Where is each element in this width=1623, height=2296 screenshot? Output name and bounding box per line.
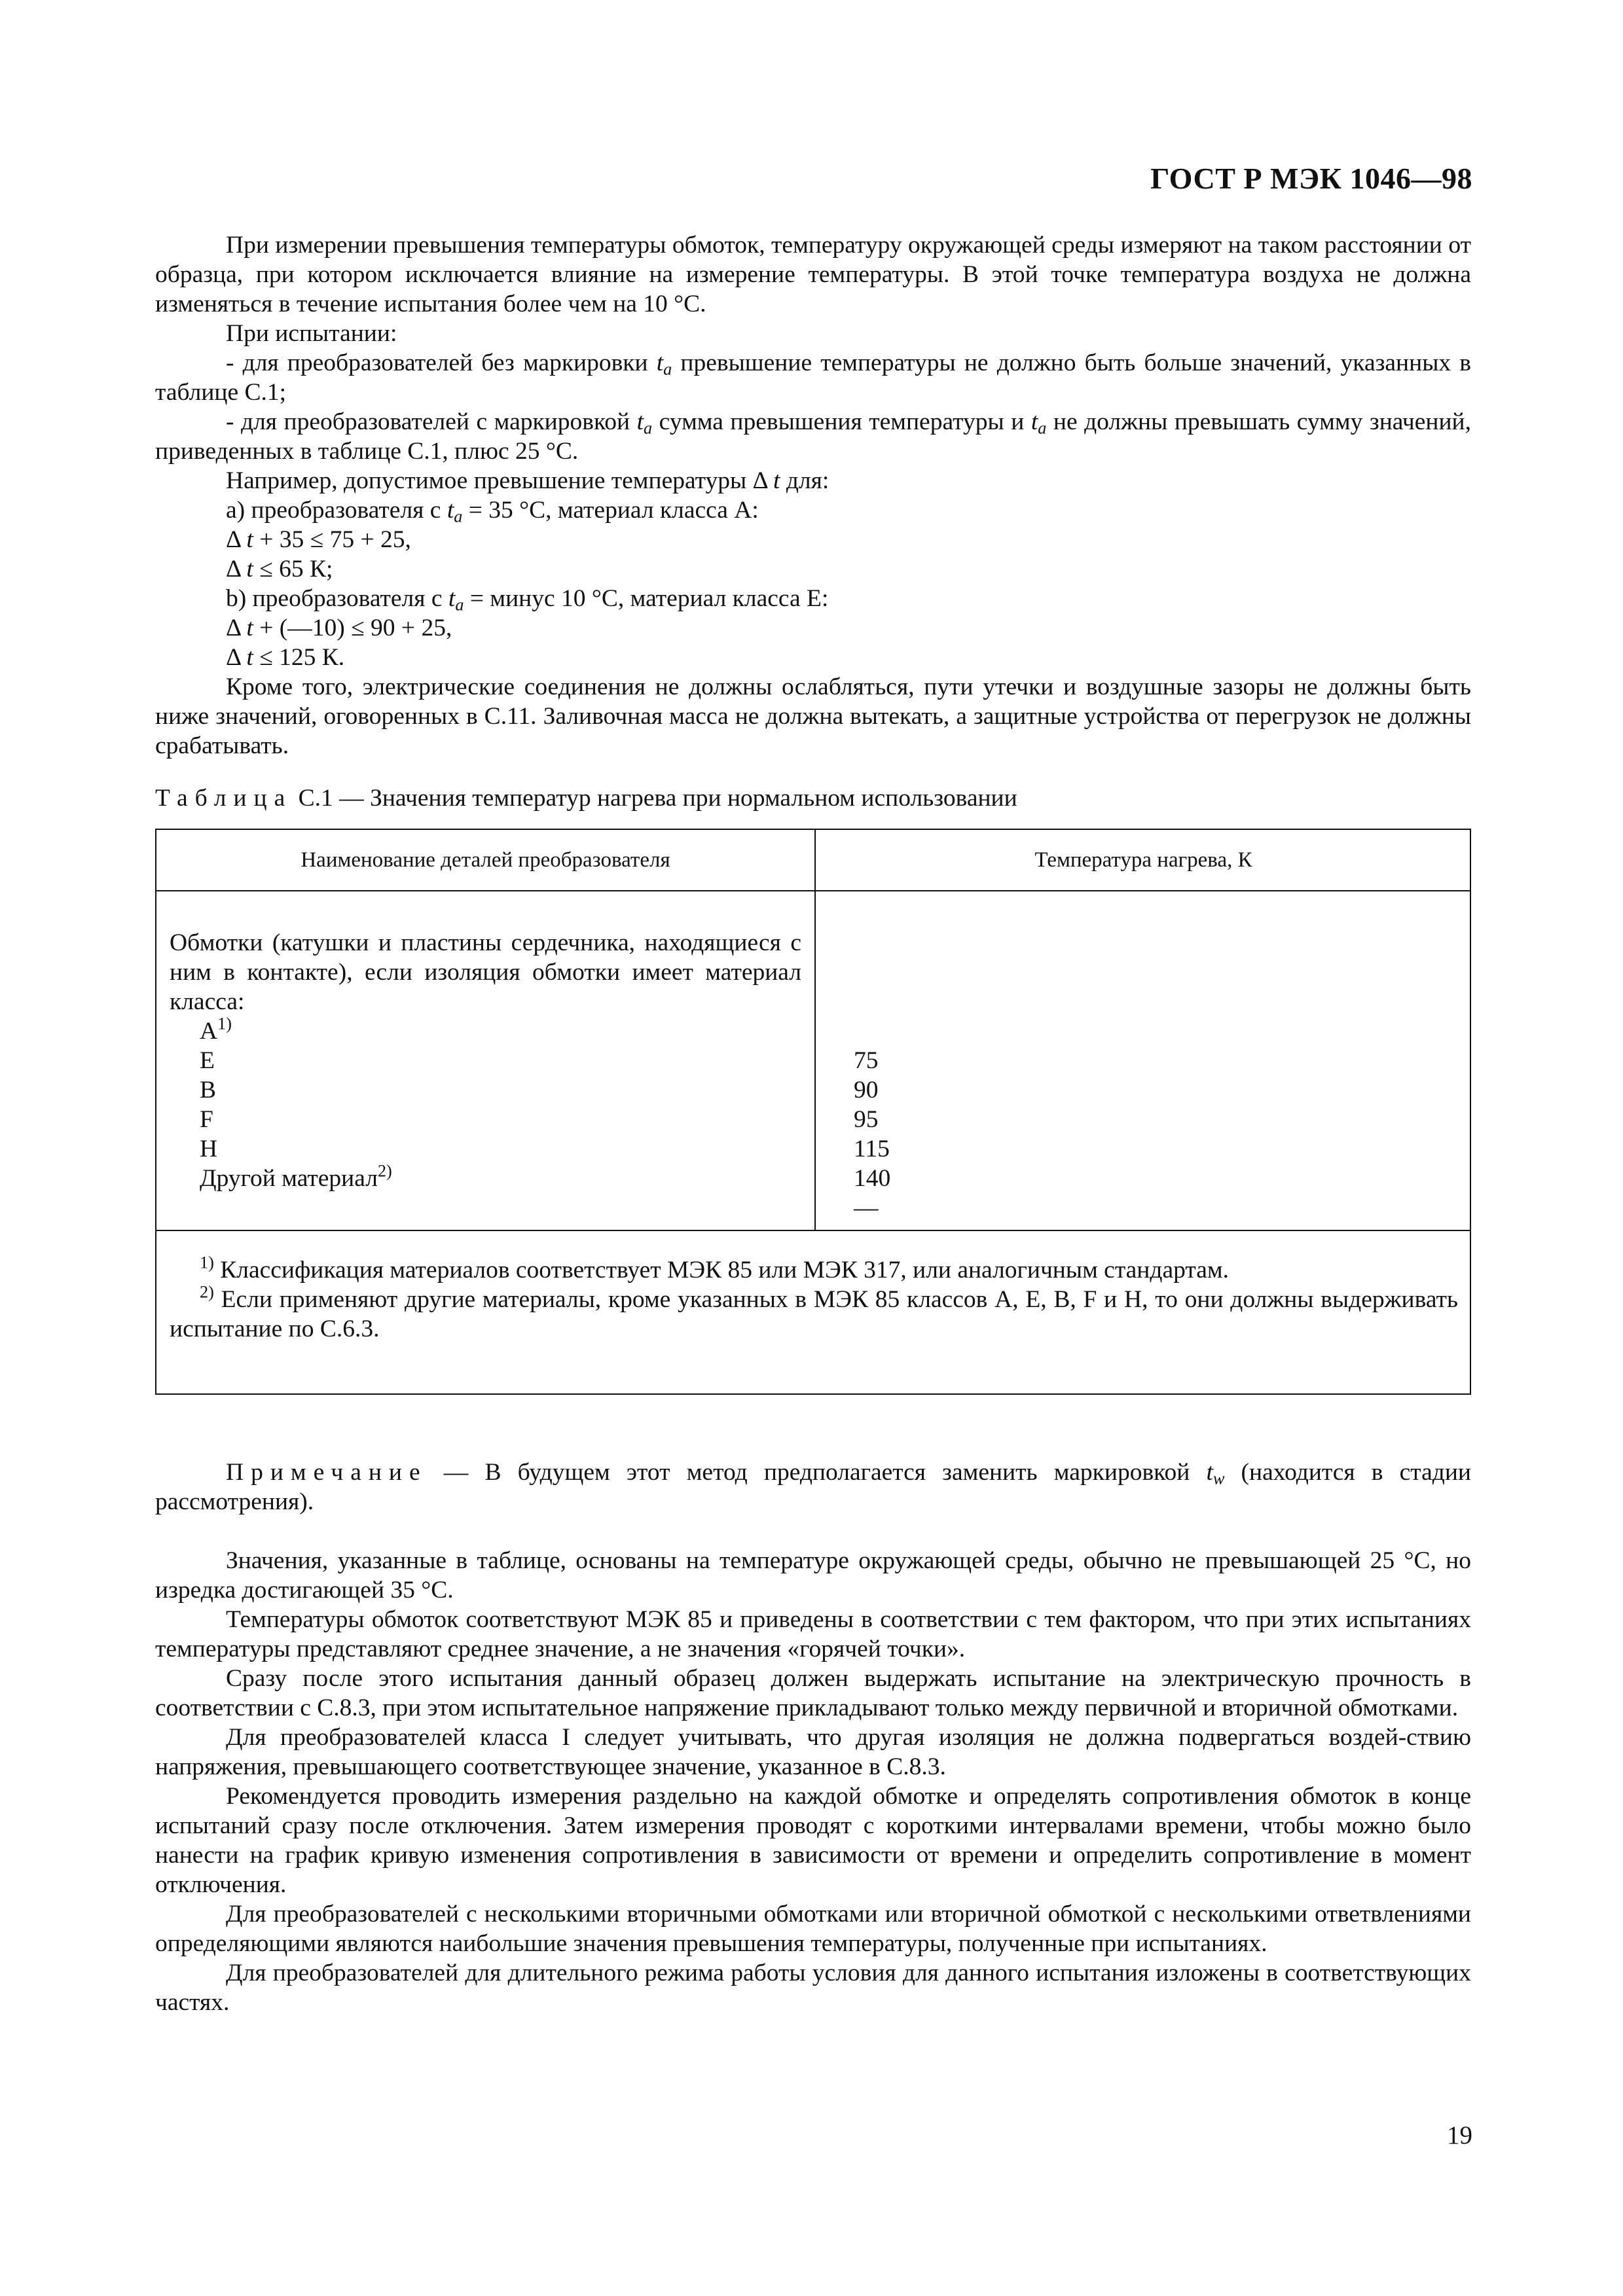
paragraph-class-i: Для преобразователей класса I следует учитывать, что другая изоляция не должна подвергаться воздей-ствию напряжения, превышающего соответствующее значение, указанное в С.8.3. — [155, 1724, 1471, 1780]
value-item: 115 — [854, 1136, 890, 1162]
note-section — [155, 1458, 1471, 1516]
paragraph-continuous-duty: Для преобразователей для длительного режима работы условия для данного испытания изложены в соответствующих частях. — [155, 1960, 1471, 2016]
temperature-table — [155, 829, 1471, 1395]
column-header-temperature: Температура нагрева, К — [1034, 848, 1252, 872]
value-item: 140 — [854, 1165, 891, 1192]
column-header-parts: Наименование деталей преобразователя — [301, 848, 670, 872]
paragraph-winding-temps: Температуры обмоток соответствуют МЭК 85 и приведены в соответствии с тем фактором, что при этих испытаниях температуры представляют среднее значение, а не значения «горячей точки». — [155, 1606, 1471, 1662]
example-b: b) преобразователя с $t_a$ = минус 10 °С, материал класса Е: — [226, 585, 829, 615]
class-item: Другой материал$^{2)}$ — [200, 1161, 392, 1192]
value-item: 75 — [854, 1047, 879, 1074]
note-paragraph: Примечание — В будущем этот метод предполагается заменить маркировкой $t_w$ (находится в стадии рассмотрения). — [155, 1459, 1472, 1515]
equation-1: Δ t + 35 ≤ 75 + 25, — [226, 526, 411, 553]
table-footnotes — [170, 1255, 1458, 1344]
class-item: $А^{1)}$ — [200, 1014, 232, 1045]
paragraph-resistance: Рекомендуется проводить измерения раздельно на каждой обмотке и определять сопротивления обмоток в конце испытаний сразу после отключения. Затем измерения проводят с короткими интервалами времени, чтобы можно было нанести на график кривую изменения сопротивления в зависимости от времени и определить сопротивление в момент отключения. — [155, 1783, 1471, 1898]
class-item: В — [200, 1077, 217, 1103]
paragraph-dielectric: Сразу после этого испытания данный образец должен выдержать испытание на электрическую прочность в соответствии с С.8.3, при этом испытательное напряжение прикладывают только между первичной и вторичной обмотками. — [155, 1665, 1471, 1721]
table-divider — [156, 1230, 1470, 1231]
row-description: Обмотки (катушки и пластины сердечника, находящиеся с ним в контакте), если изоляция обмотки имеет материал класса: — [170, 929, 801, 1015]
table-cell-parts — [170, 928, 801, 1193]
equation-4: Δ t ≤ 125 К. — [226, 644, 345, 671]
paragraph-ambient-values: Значения, указанные в таблице, основаны на температуре окружающей среды, обычно не превышающей 25 °С, но изредка достигающей 35 °С. — [155, 1547, 1471, 1604]
table-divider — [156, 890, 1470, 891]
footnote-1: $^{1)}$ Классификация материалов соответствует МЭК 85 или МЭК 317, или аналогичным стандартам. — [200, 1253, 1229, 1283]
paragraph-during-test: При испытании: — [226, 320, 397, 347]
document-header: ГОСТ Р МЭК 1046—98 — [1150, 162, 1472, 195]
page-number: 19 — [1447, 2121, 1472, 2149]
value-item: 95 — [854, 1106, 879, 1133]
paragraph-with-marking: - для преобразователей с маркировкой $t_a$ сумма превышения температуры и $t_a$ не должны превышать сумму значений, приведенных в таблице С.1, плюс 25 °С. — [155, 408, 1471, 465]
value-item: — — [854, 1194, 879, 1221]
class-item: Н — [200, 1136, 218, 1162]
paragraph-multiple-windings: Для преобразователей с несколькими вторичными обмотками или вторичной обмоткой с несколькими ответвлениями определяющими являются наибольшие значения превышения температуры, полученные при испытаниях. — [155, 1901, 1471, 1957]
class-item: F — [200, 1106, 213, 1133]
intro-section — [155, 230, 1471, 761]
paragraph-ambient-temp: При измерении превышения температуры обмоток, температуру окружающей среды измеряют на таком расстоянии от образца, при котором исключается влияние на измерение температуры. В этой точке температура воздуха не должна изменяться в течение испытания более чем на 10 °С. — [155, 232, 1471, 317]
table-cell-values — [854, 1046, 890, 1223]
table-caption: Таблица С.1 — Значения температур нагрева при нормальном использовании — [155, 785, 1017, 812]
paragraph-example: Например, допустимое превышение температуры Δ t для: — [226, 467, 830, 494]
footnote-2: $^{2)}$ Если применяют другие материалы, кроме указанных в МЭК 85 классов А, Е, В, F и Н, то они должны выдерживать испытание по С.6.3. — [170, 1282, 1458, 1342]
class-item: Е — [200, 1047, 215, 1074]
body-section — [155, 1546, 1471, 2017]
equation-3: Δ t + (—10) ≤ 90 + 25, — [226, 615, 452, 641]
paragraph-connections: Кроме того, электрические соединения не должны ослабляться, пути утечки и воздушные зазоры не должны быть ниже значений, оговоренных в С.11. Заливочная масса не должна вытекать, а защитные устройства от перегрузок не должны срабатывать. — [155, 673, 1471, 759]
paragraph-without-marking: - для преобразователей без маркировки $t_a$ превышение температуры не должно быть больше значений, указанных в таблице С.1; — [155, 350, 1471, 406]
example-a: а) преобразователя с $t_a = 35$ °С, материал класса А: — [226, 497, 759, 526]
value-item: 90 — [854, 1077, 879, 1103]
equation-2: Δ t ≤ 65 К; — [226, 556, 333, 583]
